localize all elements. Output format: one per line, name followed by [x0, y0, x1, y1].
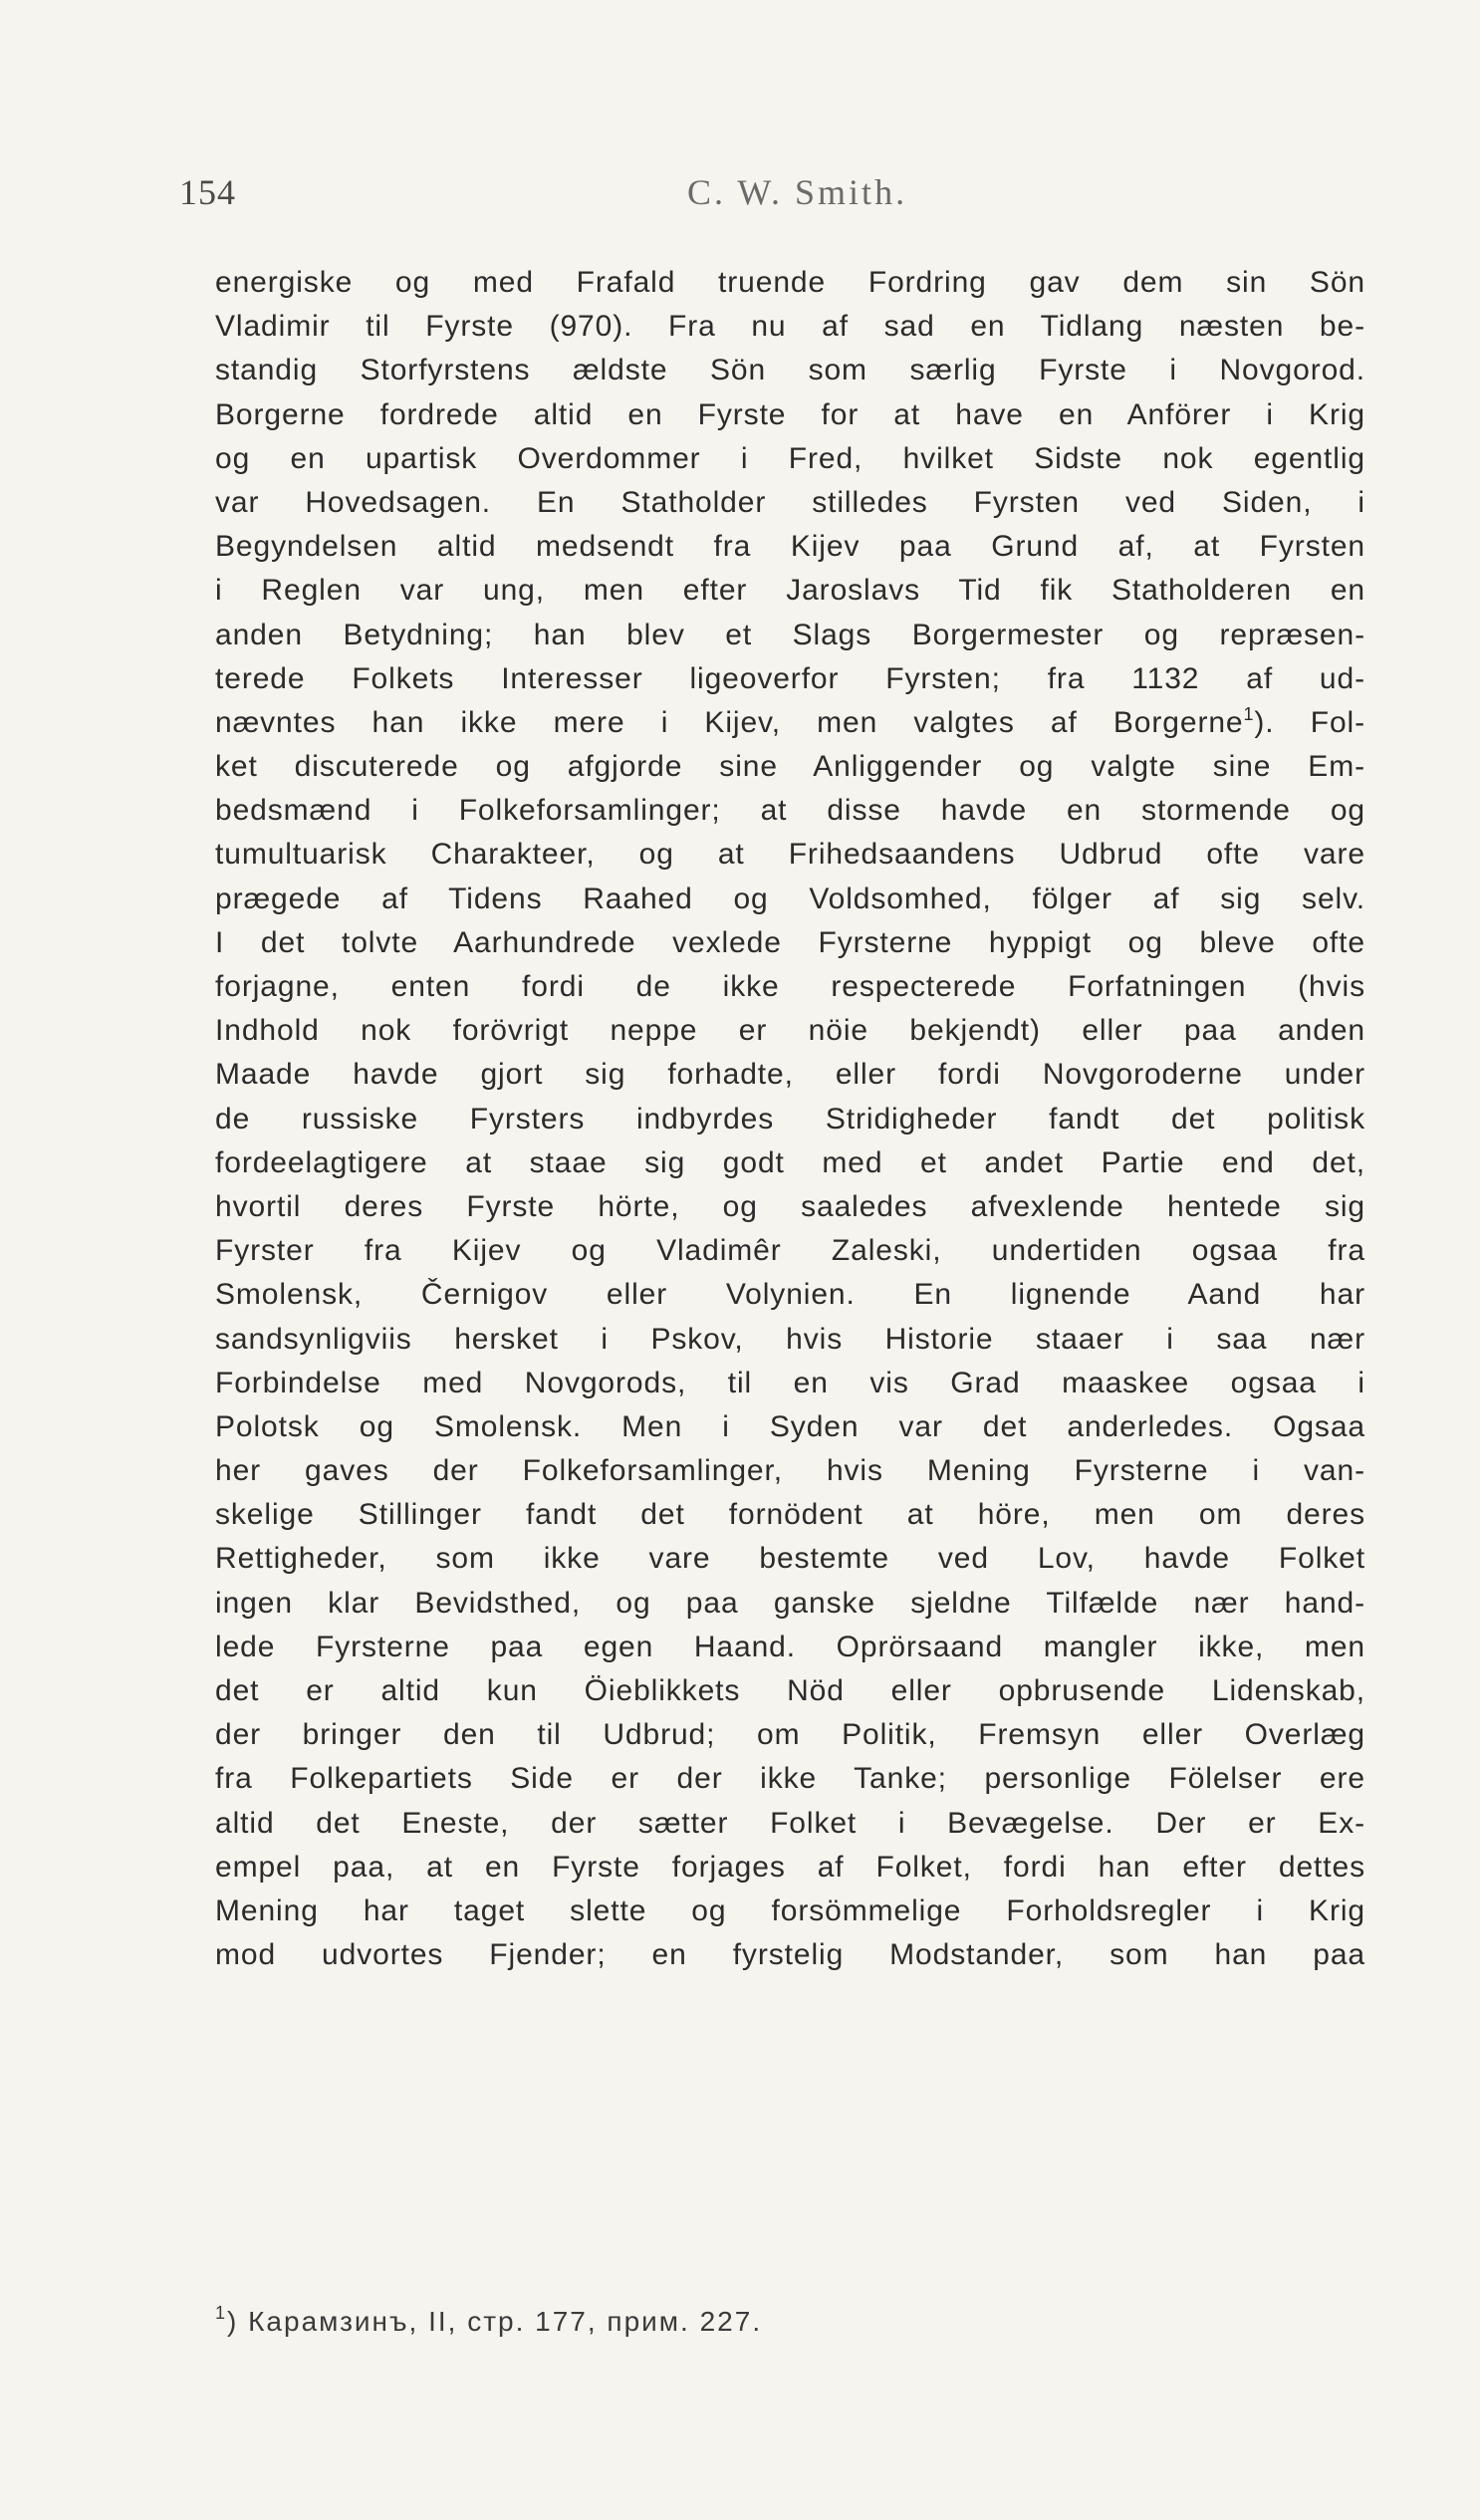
text-line: i Reglen var ung, men efter Jaroslavs Tid fik Statholderen en — [215, 574, 1365, 608]
page-number: 154 — [179, 172, 236, 212]
text-line-with-footnote — [215, 701, 1365, 745]
running-head: C. W. Smith. — [687, 172, 908, 212]
text-line: standig Storfyrstens ældste Sön som særlig Fyrste i Novgorod. — [215, 354, 1365, 387]
text-line: de russiske Fyrsters indbyrdes Stridigheder fandt det politisk — [215, 1102, 1365, 1135]
page-header — [179, 149, 1335, 219]
text-line: ingen klar Bevidsthed, og paa ganske sjeldne Tilfælde nær hand- — [215, 1586, 1365, 1620]
text-line: energiske og med Frafald truende Fordring gav dem sin Sön — [215, 266, 1365, 299]
text-line: altid det Eneste, der sætter Folket i Bevægelse. Der er Ex- — [215, 1806, 1365, 1840]
text-line: og en upartisk Overdommer i Fred, hvilket Sidste nok egentlig — [215, 441, 1365, 475]
text-line: Polotsk og Smolensk. Men i Syden var det anderledes. Ogsaa — [215, 1409, 1365, 1443]
text-line: der bringer den til Udbrud; om Politik, Fremsyn eller Overlæg — [215, 1718, 1365, 1752]
text-line: forjagne, enten fordi de ikke respecterede Forfatningen (hvis — [215, 970, 1365, 1003]
text-line: terede Folkets Interesser ligeoverfor Fyrsten; fra 1132 af ud- — [215, 661, 1365, 695]
text-line: Borgerne fordrede altid en Fyrste for at have en Anförer i Krig — [215, 397, 1365, 431]
text-line: her gaves der Folkeforsamlinger, hvis Mening Fyrsterne i van- — [215, 1454, 1365, 1488]
text-line: Vladimir til Fyrste (970). Fra nu af sad en Tidlang næsten be- — [215, 310, 1365, 344]
text-line: var Hovedsagen. En Statholder stilledes Fyrsten ved Siden, i — [215, 485, 1365, 519]
text-line: mod udvortes Fjender; en fyrstelig Modstander, som han paa — [215, 1938, 1365, 1972]
text-line-part: ). Fol- — [1254, 705, 1365, 739]
footnote-text: ) Карамзинъ, II, стр. 177, прим. 227. — [227, 2306, 763, 2337]
text-line: Forbindelse med Novgorods, til en vis Grad maaskee ogsaa i — [215, 1366, 1365, 1399]
text-line: Maade havde gjort sig forhadte, eller fordi Novgoroderne under — [215, 1058, 1365, 1092]
text-line: lede Fyrsterne paa egen Haand. Oprörsaand mangler ikke, men — [215, 1630, 1365, 1663]
text-line: hvortil deres Fyrste hörte, og saaledes afvexlende hentede sig — [215, 1189, 1365, 1223]
text-line: anden Betydning; han blev et Slags Borgermester og repræsen- — [215, 618, 1365, 651]
text-line: ket discuterede og afgjorde sine Anliggender og valgte sine Em- — [215, 750, 1365, 784]
footnote — [215, 2303, 1311, 2338]
footnote-reference[interactable]: 1 — [1243, 703, 1255, 724]
text-line: Smolensk, Černigov eller Volynien. En lignende Aand har — [215, 1278, 1365, 1312]
text-line: tumultuarisk Charakteer, og at Frihedsaandens Udbrud ofte vare — [215, 838, 1365, 872]
text-line: Mening har taget slette og forsömmelige Forholdsregler i Krig — [215, 1893, 1365, 1927]
text-line: empel paa, at en Fyrste forjages af Folket, fordi han efter dettes — [215, 1850, 1365, 1884]
text-line: Begyndelsen altid medsendt fra Kijev paa Grund af, at Fyrsten — [215, 530, 1365, 564]
text-line: fra Folkepartiets Side er der ikke Tanke; personlige Fölelser ere — [215, 1762, 1365, 1796]
body-text — [215, 261, 1365, 1977]
text-line: Fyrster fra Kijev og Vladimêr Zaleski, undertiden ogsaa fra — [215, 1234, 1365, 1268]
footnote-marker: 1 — [215, 2303, 228, 2323]
text-line: Indhold nok forövrigt neppe er nöie bekjendt) eller paa anden — [215, 1014, 1365, 1048]
text-line: I det tolvte Aarhundrede vexlede Fyrsterne hyppigt og bleve ofte — [215, 925, 1365, 959]
text-line: Rettigheder, som ikke vare bestemte ved Lov, havde Folket — [215, 1542, 1365, 1576]
text-line: det er altid kun Öieblikkets Nöd eller opbrusende Lidenskab, — [215, 1674, 1365, 1707]
text-line: sandsynligviis hersket i Pskov, hvis Historie staaer i saa nær — [215, 1322, 1365, 1356]
text-line: bedsmænd i Folkeforsamlinger; at disse havde en stormende og — [215, 794, 1365, 828]
text-line: fordeelagtigere at staae sig godt med et andet Partie end det, — [215, 1145, 1365, 1179]
text-line-part: nævntes han ikke mere i Kijev, men valgtes af Borgerne — [215, 705, 1244, 739]
text-line: prægede af Tidens Raahed og Voldsomhed, fölger af sig selv. — [215, 882, 1365, 915]
text-line: skelige Stillinger fandt det fornödent at höre, men om deres — [215, 1498, 1365, 1532]
